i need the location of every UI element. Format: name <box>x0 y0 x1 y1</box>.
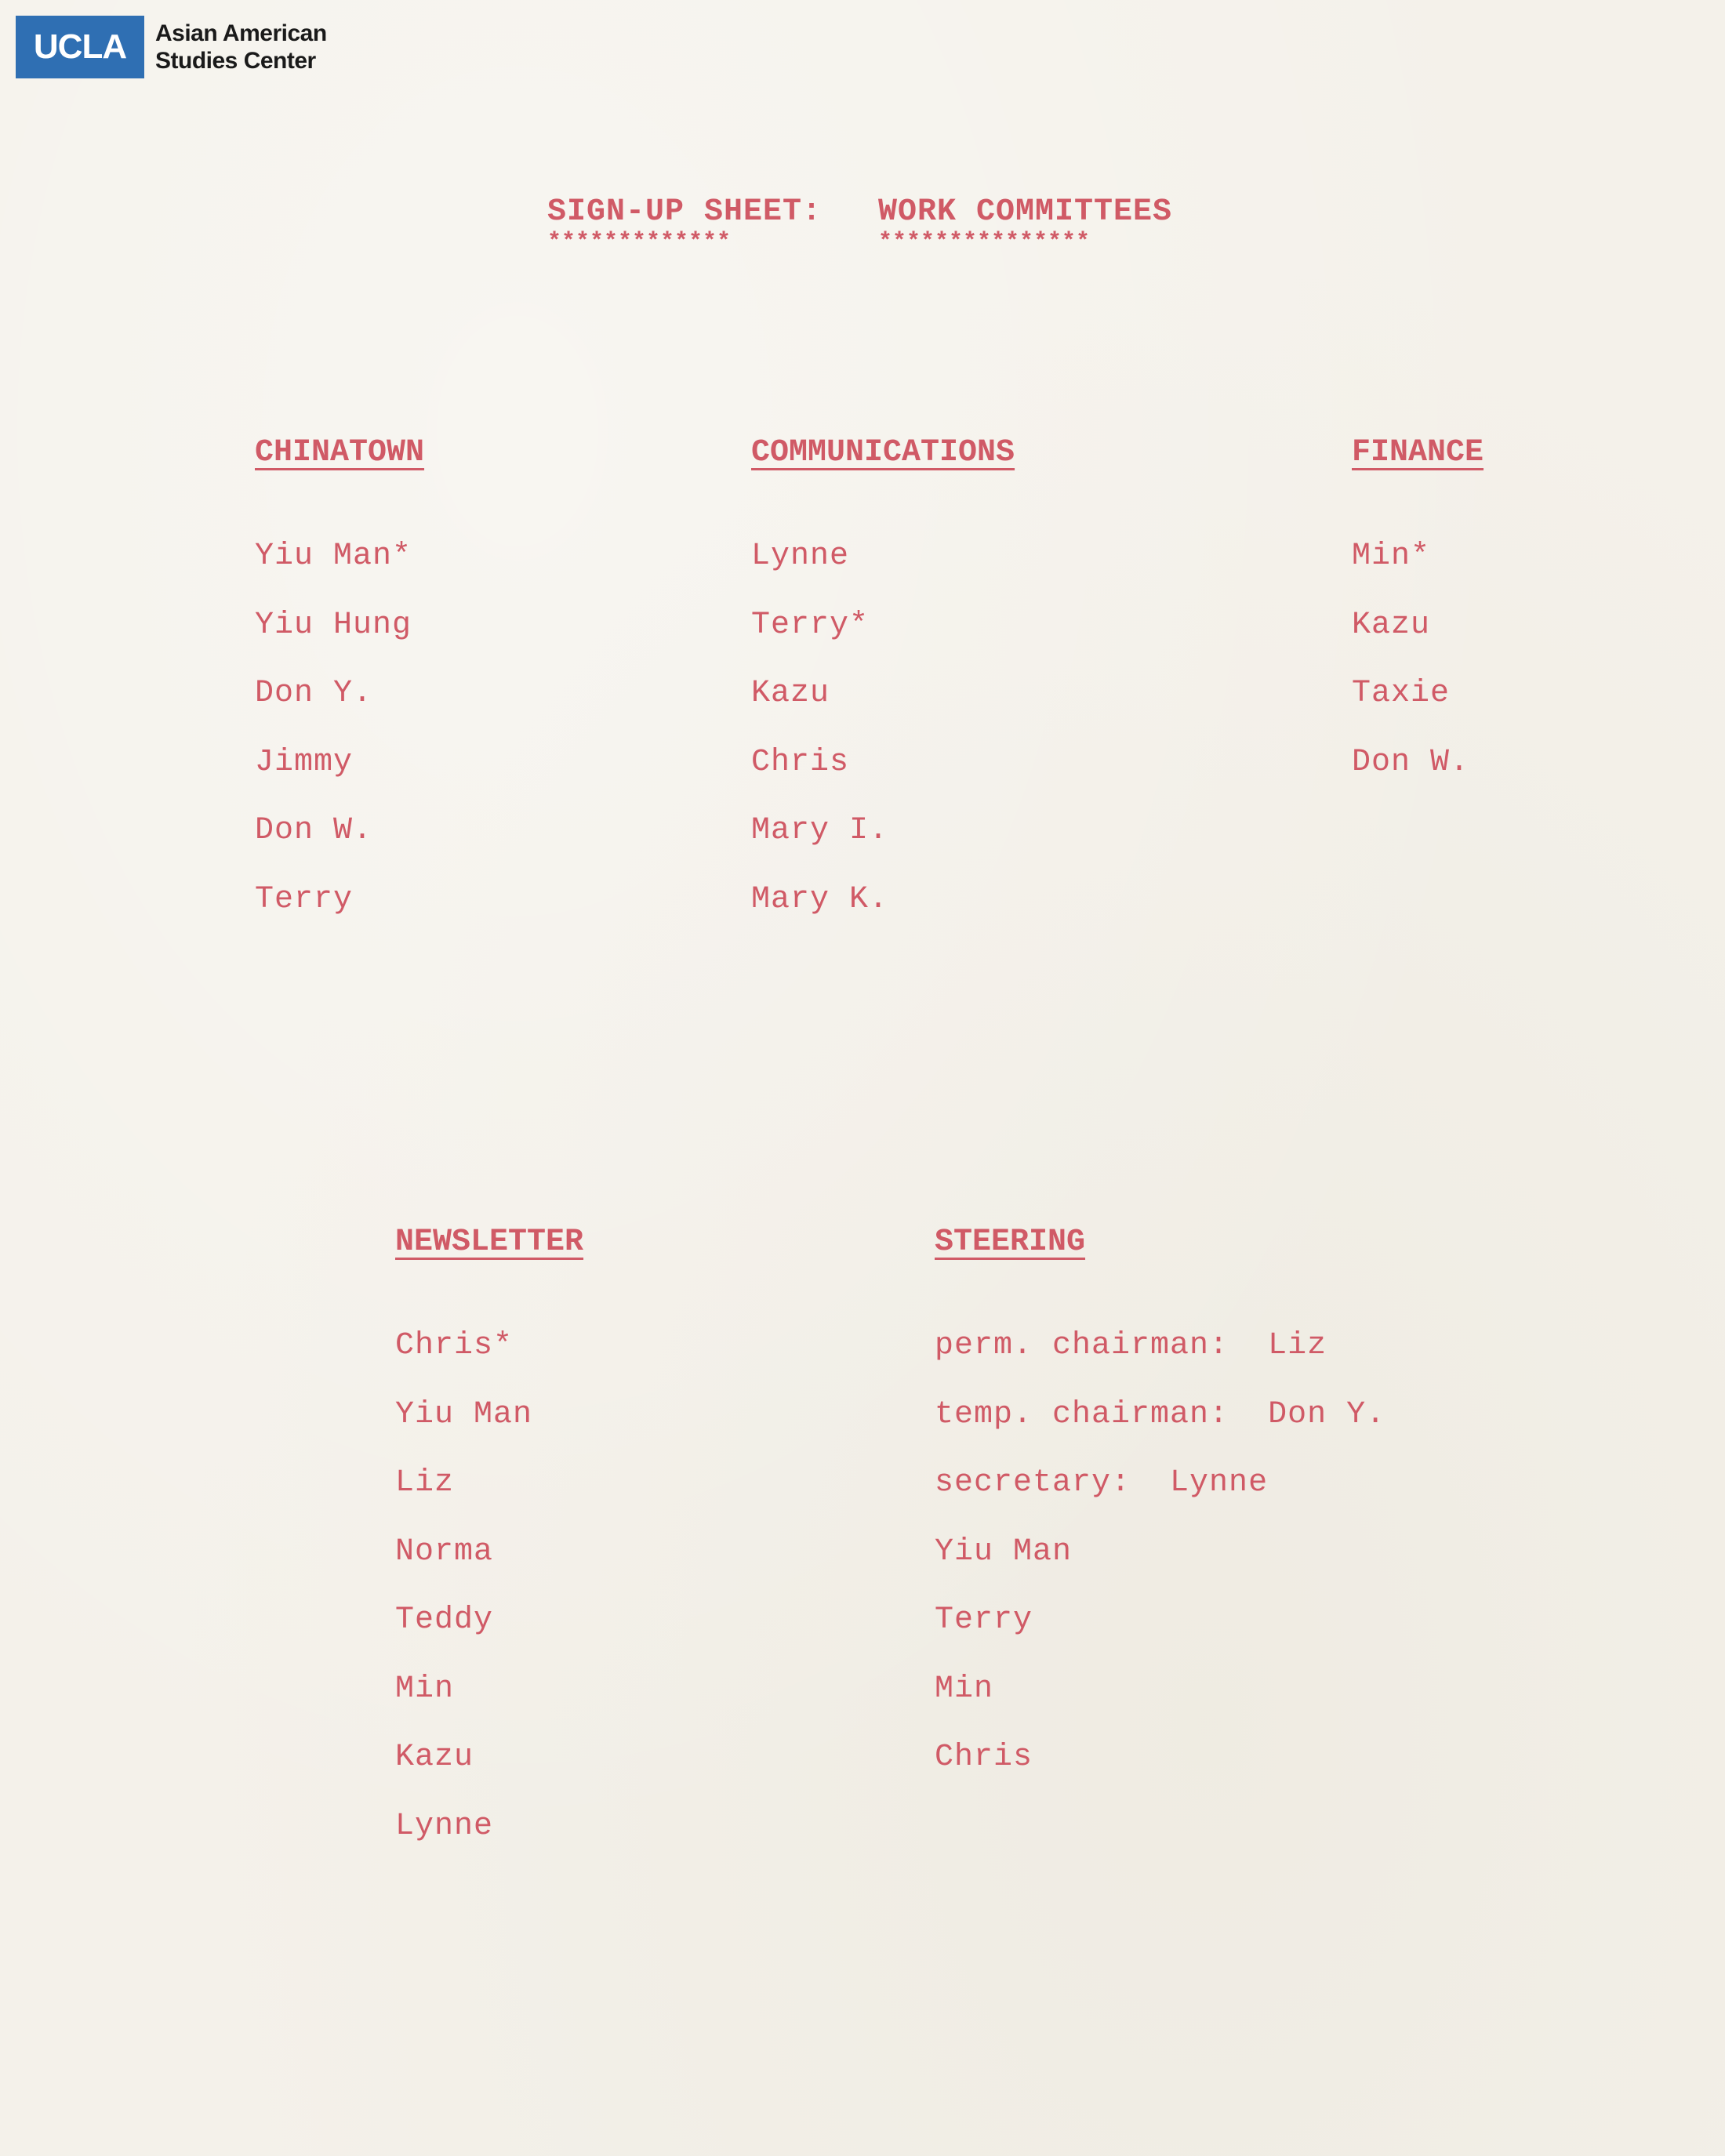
list-item: Lynne <box>395 1808 494 1844</box>
list-item: Kazu <box>751 676 830 711</box>
list-item: Min* <box>1352 539 1431 574</box>
list-item: Yiu Man* <box>255 539 412 574</box>
list-item: Don Y. <box>255 676 373 711</box>
list-item: Terry <box>255 881 354 917</box>
list-item: Don W. <box>255 813 373 848</box>
list-chinatown <box>255 541 412 953</box>
list-item: Chris* <box>395 1328 514 1363</box>
list-item: Min <box>395 1671 455 1707</box>
title-stars-1: ************* <box>547 229 732 256</box>
list-item: secretary: Lynne <box>935 1465 1269 1501</box>
list-item: Yiu Man <box>395 1396 533 1432</box>
ucla-logo <box>16 16 327 78</box>
list-item: temp. chairman: Don Y. <box>935 1396 1386 1432</box>
list-item: Chris <box>751 744 850 780</box>
list-item: Kazu <box>395 1740 474 1775</box>
heading-newsletter: NEWSLETTER <box>395 1225 584 1260</box>
ucla-logo-mark: UCLA <box>16 16 144 78</box>
list-item: Terry* <box>751 607 870 643</box>
list-item: Don W. <box>1352 744 1470 780</box>
list-item: Lynne <box>751 539 850 574</box>
logo-center-name <box>155 20 327 74</box>
list-item: Jimmy <box>255 744 354 780</box>
list-item: perm. chairman: Liz <box>935 1328 1327 1363</box>
list-communications <box>751 541 888 953</box>
list-newsletter <box>395 1330 532 1879</box>
list-item: Mary K. <box>751 881 889 917</box>
list-steering <box>935 1330 1385 1811</box>
list-item: Terry <box>935 1602 1033 1638</box>
list-item: Mary I. <box>751 813 889 848</box>
logo-line-1: Asian American <box>155 20 327 46</box>
title-sign-up-sheet: SIGN-UP SHEET: <box>547 194 823 230</box>
logo-line-2: Studies Center <box>155 48 316 74</box>
list-item: Teddy <box>395 1602 494 1638</box>
heading-steering: STEERING <box>935 1225 1086 1260</box>
heading-communications: COMMUNICATIONS <box>751 435 1015 470</box>
heading-finance: FINANCE <box>1352 435 1484 470</box>
list-item: Liz <box>395 1465 455 1501</box>
list-item: Chris <box>935 1740 1033 1775</box>
list-item: Min <box>935 1671 994 1707</box>
list-item: Taxie <box>1352 676 1451 711</box>
list-finance <box>1352 541 1469 815</box>
list-item: Yiu Hung <box>255 607 412 643</box>
list-item: Kazu <box>1352 607 1431 643</box>
heading-chinatown: CHINATOWN <box>255 435 425 470</box>
list-item: Yiu Man <box>935 1534 1073 1570</box>
list-item: Norma <box>395 1534 494 1570</box>
title-work-committees: WORK COMMITTEES <box>878 194 1173 230</box>
title-stars-2: *************** <box>878 229 1091 256</box>
